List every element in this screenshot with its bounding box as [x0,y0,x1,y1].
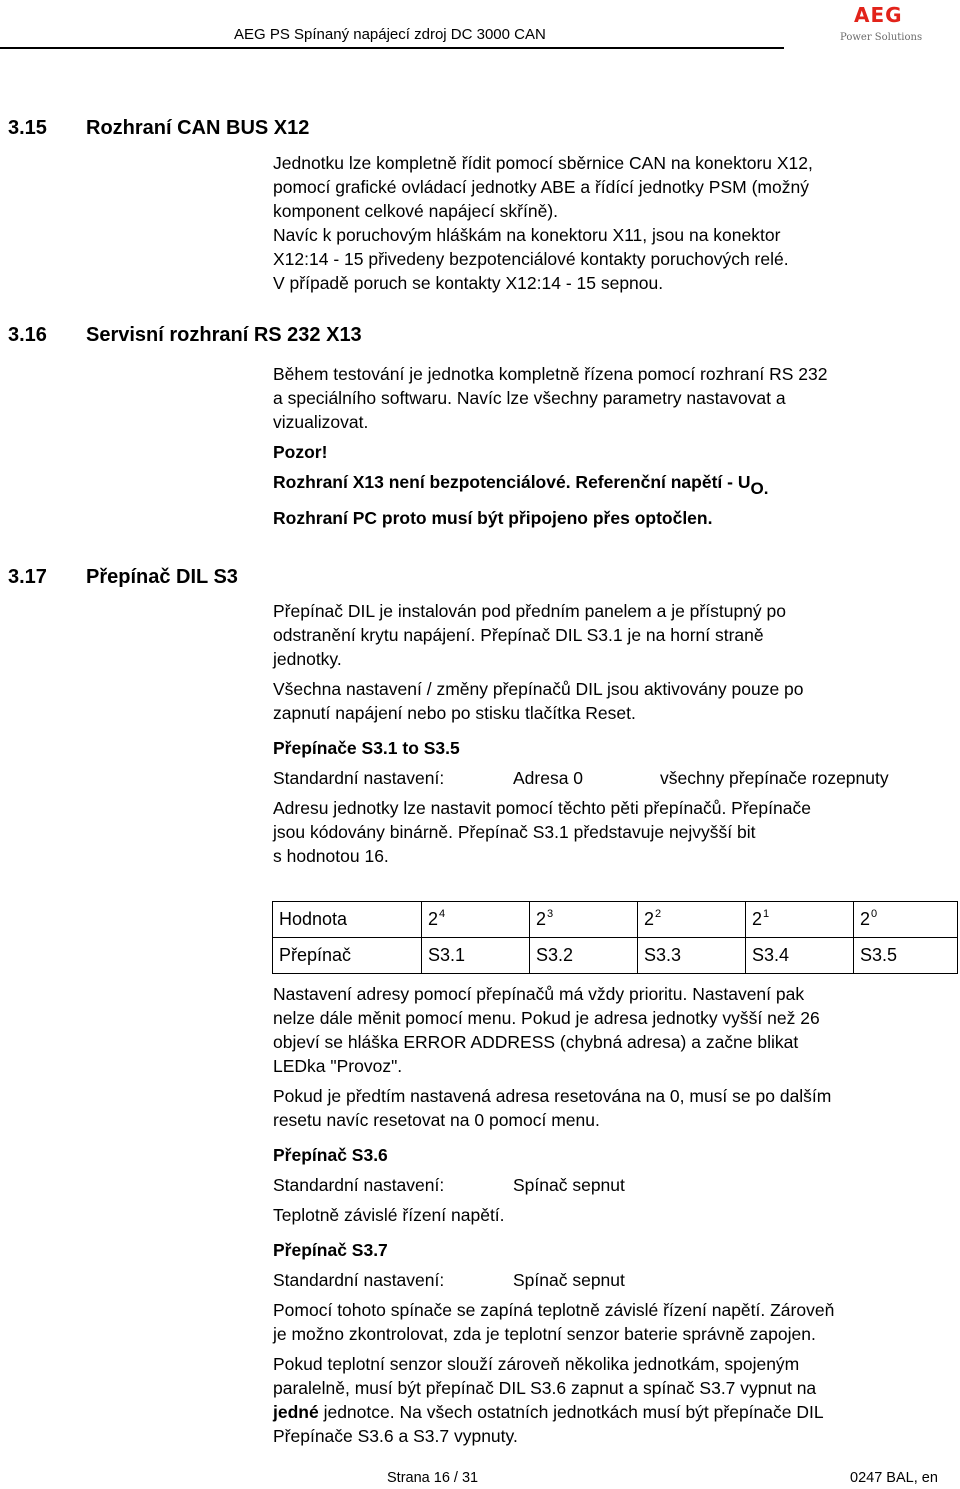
text-line: odstranění krytu napájení. Přepínač DIL S3.1 je na horní straně [273,625,764,645]
table-cell: S3.5 [854,938,958,974]
header-rule [0,47,784,49]
text-line: resetu navíc resetovat na 0 pomocí menu. [273,1110,600,1130]
warning-text: Rozhraní X13 není bezpotenciálové. Referenční napětí - U [273,472,751,492]
text-line: zapnutí napájení nebo po stisku tlačítka Reset. [273,703,636,723]
table-cell [638,902,746,938]
text-line: Nastavení adresy pomocí přepínačů má vždy prioritu. Nastavení pak [273,984,805,1004]
dip-switch-table [272,901,958,974]
power-exponent: 3 [547,908,554,920]
section-3-17-heading [8,566,238,589]
text-line: Teplotně závislé řízení napětí. [273,1205,505,1225]
default-value: Spínač sepnut [513,1175,625,1195]
text-line: Všechna nastavení / změny přepínačů DIL jsou aktivovány pouze po [273,679,804,699]
text-line: Jednotku lze kompletně řídit pomocí sběrnice CAN na konektoru X12, [273,153,813,173]
default-value: Adresa 0 [513,768,584,788]
logo-wordmark: AEG [854,3,903,27]
text-line: Navíc k poruchovým hláškám na konektoru X11, jsou na konektor [273,225,781,245]
table-cell [530,902,638,938]
row-label: Přepínač [273,938,422,974]
text-line: Pomocí tohoto spínače se zapíná teplotně závislé řízení napětí. Zároveň [273,1300,835,1320]
text-line [273,1400,945,1424]
table-cell: S3.1 [422,938,530,974]
section-number: 3.17 [8,566,47,588]
power-base: 2 [752,909,763,929]
text-line: Přepínač DIL je instalován pod předním panelem a je přístupný po [273,601,786,621]
section-title: Rozhraní CAN BUS X12 [86,117,310,139]
text-line: pomocí grafické ovládací jednotky ABE a řídící jednotky PSM (možný [273,177,809,197]
default-value: Spínač sepnut [513,1270,625,1290]
section-3-15-heading [8,117,309,140]
text-line: LEDka "Provoz". [273,1056,403,1076]
text-line: Pokud je předtím nastavená adresa resetována na 0, musí se po dalším [273,1086,832,1106]
text-line: Během testování je jednotka kompletně řízena pomocí rozhraní RS 232 [273,364,828,384]
section-number: 3.16 [8,324,47,346]
text-line: objeví se hláška ERROR ADDRESS (chybná adresa) a začne blikat [273,1032,799,1052]
text-line: Přepínače S3.6 a S3.7 vypnuty. [273,1426,518,1446]
section-3-15-body [273,151,945,295]
text-line: X12:14 - 15 přivedeny bezpotenciálové kontakty poruchových relé. [273,249,789,269]
section-3-17-body [273,599,945,868]
section-3-16-heading [8,324,362,347]
header-title: AEG PS Spínaný napájecí zdroj DC 3000 CAN [234,26,546,43]
table-cell [854,902,958,938]
table-cell: S3.2 [530,938,638,974]
switch-3-7-heading: Přepínač S3.7 [273,1240,388,1260]
switch-3-6-heading: Přepínač S3.6 [273,1145,388,1165]
section-3-16-body [273,362,945,530]
power-exponent: 1 [763,908,770,920]
row-label: Hodnota [273,902,422,938]
default-label: Standardní nastavení: [273,1270,445,1290]
section-3-17-body-continued [273,982,945,1448]
table-cell: S3.3 [638,938,746,974]
text-line: Pokud teplotní senzor slouží zároveň několika jednotkám, spojeným [273,1354,800,1374]
power-base: 2 [536,909,547,929]
text-line: Adresu jednotky lze nastavit pomocí těchto pěti přepínačů. Přepínače [273,798,811,818]
warning-label: Pozor! [273,442,328,462]
power-base: 2 [644,909,655,929]
default-note: všechny přepínače rozepnuty [660,768,889,788]
text-line: jednotky. [273,649,342,669]
text-line: komponent celkové napájecí skříně). [273,201,559,221]
power-exponent: 4 [439,908,446,920]
text-line: a speciálního softwaru. Navíc lze všechny parametry nastavovat a [273,388,786,408]
switch-3-6-default [273,1173,945,1197]
table-cell [422,902,530,938]
text-line: s hodnotou 16. [273,846,389,866]
voltage-subscript: O. [750,479,769,498]
power-base: 2 [428,909,439,929]
text-line: je možno zkontrolovat, zda je teplotní senzor baterie správně zapojen. [273,1324,816,1344]
table-cell [746,902,854,938]
section-number: 3.15 [8,117,47,139]
text-span: jednotce. Na všech ostatních jednotkách musí být přepínače DIL [318,1402,824,1422]
switches-1-5-heading: Přepínače S3.1 to S3.5 [273,738,460,758]
table-cell: S3.4 [746,938,854,974]
emphasis-text: jedné [273,1402,319,1422]
switches-1-5-default [273,766,945,790]
default-label: Standardní nastavení: [273,768,445,788]
switch-3-7-default [273,1268,945,1292]
warning-line-1 [273,470,945,498]
default-label: Standardní nastavení: [273,1175,445,1195]
aeg-logo [840,4,930,44]
document-code: 0247 BAL, en [850,1470,938,1486]
table-row [273,938,958,974]
power-exponent: 2 [655,908,662,920]
table-row [273,902,958,938]
power-exponent: 0 [871,908,878,920]
warning-line-2: Rozhraní PC proto musí být připojeno přes optočlen. [273,508,713,528]
text-line: vizualizovat. [273,412,369,432]
section-title: Servisní rozhraní RS 232 X13 [86,324,362,346]
text-line: nelze dále měnit pomocí menu. Pokud je adresa jednotky vyšší než 26 [273,1008,820,1028]
text-line: V případě poruch se kontakty X12:14 - 15 sepnou. [273,273,664,293]
power-base: 2 [860,909,871,929]
page-number: Strana 16 / 31 [387,1470,479,1486]
text-line: paralelně, musí být přepínač DIL S3.6 zapnut a spínač S3.7 vypnut na [273,1378,817,1398]
logo-subtitle: Power Solutions [840,32,923,43]
section-title: Přepínač DIL S3 [86,566,238,588]
text-line: jsou kódovány binárně. Přepínač S3.1 představuje nejvyšší bit [273,822,756,842]
